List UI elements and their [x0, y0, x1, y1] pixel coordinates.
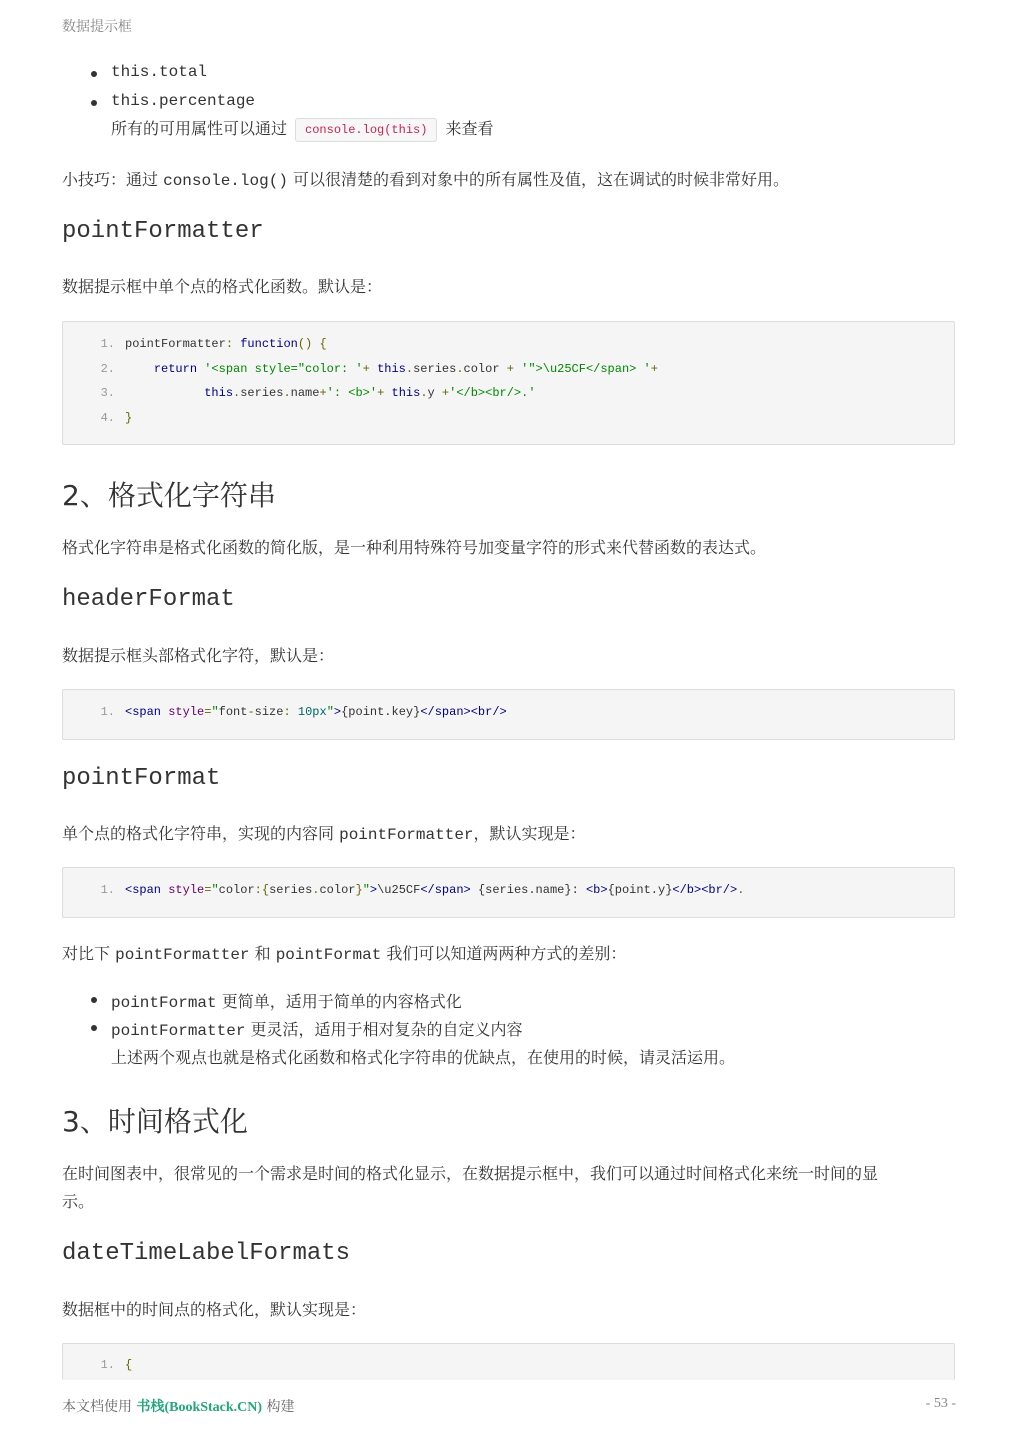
code-token: . — [456, 361, 464, 376]
section-heading-2: 2、格式化字符串 — [62, 479, 276, 512]
code-token: </span> — [420, 883, 471, 897]
code-token: : — [283, 705, 291, 719]
paragraph-line: 在时间图表中，很常见的一个需求是时间的格式化显示，在数据提示框中，我们可以通过时间格式化来统一时间的显 — [62, 1164, 879, 1183]
footer-text: 本文档使用 — [62, 1399, 137, 1415]
line-number: 1. — [100, 883, 115, 897]
code-token: > — [333, 705, 342, 719]
code-token: color — [319, 883, 356, 897]
code-line — [63, 333, 327, 355]
code-token: . — [312, 883, 320, 897]
paragraph: 格式化字符串是格式化函数的简化版，是一种利用特殊符号加变量字符的形式来代替函数的表达式。 — [62, 538, 767, 557]
list-summary: 上述两个观点也就是格式化函数和格式化字符串的优缺点，在使用的时候，请灵活运用。 — [111, 1048, 736, 1067]
code-token: ': <b>' — [326, 386, 378, 400]
line-number: 1. — [100, 705, 115, 719]
list-item — [111, 63, 207, 81]
code-token: + — [377, 386, 385, 400]
code-token: {series.name}: — [470, 883, 586, 897]
code-token: pointFormatter — [125, 337, 226, 351]
code-token: <span — [125, 705, 162, 719]
tip-text: 可以很清楚的看到对象中的所有属性及值，这在调试的时候非常好用。 — [287, 170, 790, 189]
paragraph-text: 单个点的格式化字符串，实现的内容同 — [62, 824, 340, 843]
line-number: 1. — [100, 337, 115, 351]
list-item-code: this.total — [111, 63, 208, 81]
code-token — [384, 386, 391, 400]
code-token: '</b><br/>.' — [449, 386, 536, 400]
code-token — [291, 705, 298, 719]
code-token: '">\u25CF</span> ' — [521, 361, 651, 376]
code-token: function — [240, 337, 298, 351]
code-token: " — [211, 705, 219, 719]
note-text-after: 来查看 — [445, 119, 494, 138]
paragraph-line: 示。 — [62, 1192, 95, 1211]
code-token: </b><br/> — [672, 883, 738, 897]
code-token: <b> — [585, 883, 608, 897]
code-block — [62, 689, 955, 740]
list-item-code: this.percentage — [111, 92, 256, 110]
paragraph-text: 对比下 — [62, 944, 116, 963]
code-token: this — [377, 361, 406, 376]
paragraph-text: 我们可以知道两两种方式的差别： — [381, 944, 627, 963]
code-block — [62, 1343, 955, 1380]
code-token: font — [218, 705, 248, 719]
code-line — [63, 407, 132, 429]
code-token: series — [269, 883, 313, 897]
inline-code: console.log() — [163, 172, 288, 190]
code-line — [63, 358, 658, 380]
line-number: 3. — [100, 386, 115, 400]
code-block — [62, 867, 955, 918]
code-token: " — [326, 705, 334, 719]
code-block — [62, 321, 955, 445]
code-token: + — [506, 361, 514, 376]
section-heading-datetimelabelformats: dateTimeLabelFormats — [62, 1240, 351, 1267]
code-token: this — [391, 386, 421, 400]
inline-code: pointFormat — [275, 946, 382, 964]
code-token: . — [405, 361, 414, 376]
list-item-code: pointFormatter — [111, 1022, 246, 1040]
code-token: this — [204, 386, 234, 400]
line-number: 2. — [100, 361, 115, 376]
code-token: . — [420, 386, 428, 400]
code-token: '<span style="color: ' — [204, 361, 363, 376]
code-line — [63, 1354, 132, 1376]
line-number: 1. — [100, 1358, 115, 1372]
code-token: } — [125, 410, 133, 425]
tip-text: 小技巧：通过 — [62, 170, 164, 189]
code-token: - — [247, 705, 255, 719]
note-text-before: 所有的可用属性可以通过 — [111, 119, 288, 138]
compare-paragraph — [62, 941, 626, 964]
code-token: " — [362, 883, 370, 897]
footer-brand-link[interactable]: 书栈(BookStack.CN) — [136, 1400, 263, 1415]
paragraph-text: 和 — [249, 944, 276, 963]
code-token: > — [369, 883, 378, 897]
code-token: } — [355, 883, 363, 897]
section-heading-headerformat: headerFormat — [62, 586, 235, 613]
code-token: style — [168, 883, 205, 897]
code-token — [370, 362, 377, 376]
code-token: series — [240, 386, 284, 400]
paragraph: 数据提示框中单个点的格式化函数。默认是： — [62, 277, 383, 296]
code-token: {point.y} — [607, 883, 673, 897]
code-token: () — [297, 337, 313, 351]
list-item — [111, 1017, 523, 1040]
code-token: style — [168, 705, 205, 719]
list-item — [111, 989, 462, 1012]
code-token: <span — [125, 883, 162, 897]
code-token: . — [737, 883, 745, 897]
paragraph-text: ，默认实现是： — [473, 824, 586, 843]
inline-code: pointFormatter — [115, 946, 250, 964]
code-token: { — [125, 1358, 133, 1372]
code-token: color — [218, 883, 255, 897]
list-item-text: 更简单，适用于简单的内容格式化 — [216, 992, 462, 1011]
code-token: :{ — [254, 883, 270, 897]
code-token: : — [225, 337, 234, 351]
code-token: + — [441, 386, 450, 400]
line-number: 4. — [100, 410, 115, 425]
code-token: { — [319, 337, 327, 351]
section-heading-pointformatter: pointFormatter — [62, 218, 264, 245]
footer-credit — [62, 1396, 295, 1416]
code-token: name — [290, 386, 320, 400]
section-heading-3: 3、时间格式化 — [62, 1105, 248, 1138]
code-line — [63, 879, 744, 901]
code-token: + — [650, 361, 658, 376]
code-token: . — [233, 386, 241, 400]
section-heading-pointformat: pointFormat — [62, 765, 221, 792]
code-token: series — [413, 361, 457, 376]
tip-paragraph — [62, 167, 789, 190]
paragraph: 数据框中的时间点的格式化，默认实现是： — [62, 1300, 367, 1319]
inline-code: pointFormatter — [339, 826, 474, 844]
code-token — [125, 362, 154, 376]
code-token: y — [427, 386, 442, 400]
code-token: = — [204, 705, 212, 719]
code-token: \u25CF — [377, 883, 421, 897]
list-item — [111, 92, 255, 110]
code-line — [63, 382, 536, 404]
list-item-text: 更灵活，适用于相对复杂的自定义内容 — [245, 1020, 523, 1039]
code-token: + — [319, 386, 327, 400]
code-token: </span><br/> — [420, 705, 507, 719]
footer-text: 构建 — [262, 1399, 295, 1415]
code-token: size — [254, 705, 284, 719]
paragraph — [62, 821, 586, 844]
inline-code: console.log(this) — [295, 118, 437, 142]
list-item-code: pointFormat — [111, 994, 217, 1012]
code-line — [63, 701, 507, 723]
code-token: = — [204, 883, 212, 897]
paragraph: 数据提示框头部格式化字符，默认是： — [62, 646, 335, 665]
code-token: return — [153, 361, 198, 376]
code-token: 10px — [297, 705, 327, 719]
code-token: color — [463, 361, 507, 376]
page-number: - 53 - — [925, 1396, 956, 1411]
list-item-note — [111, 116, 493, 142]
code-token: {point.key} — [341, 705, 421, 719]
code-token: + — [362, 361, 370, 376]
page-header-title: 数据提示框 — [62, 19, 132, 35]
code-token: . — [283, 386, 291, 400]
code-token: " — [211, 883, 219, 897]
code-token — [125, 386, 204, 400]
